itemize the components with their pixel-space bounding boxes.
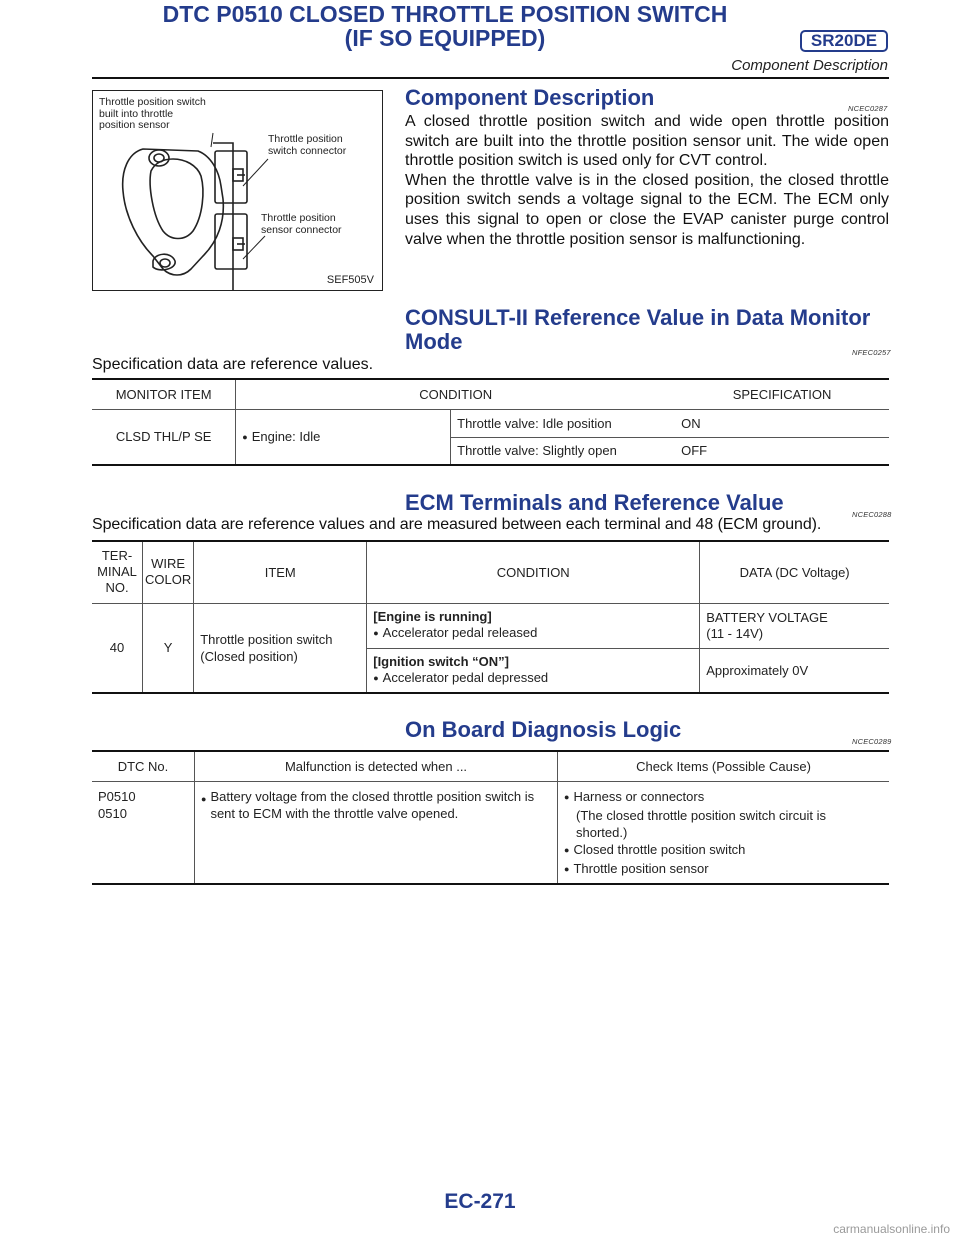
table-header-row bbox=[92, 751, 889, 781]
header-rule bbox=[92, 77, 889, 79]
col-terminal-no: TER- MINAL NO. bbox=[92, 541, 143, 603]
col-check-items: Check Items (Possible Cause) bbox=[636, 758, 811, 774]
ref-code-component: NCEC0287 bbox=[848, 104, 888, 113]
throttle-sensor-drawing bbox=[93, 91, 382, 290]
col-condition: CONDITION bbox=[419, 386, 493, 402]
table-header-row bbox=[92, 541, 889, 603]
section-heading-consult: CONSULT-II Reference Value in Data Monitor Mode bbox=[405, 305, 871, 354]
component-description-text bbox=[405, 112, 889, 249]
col-dtc-no: DTC No. bbox=[92, 751, 195, 781]
section-heading-obd: On Board Diagnosis Logic bbox=[405, 717, 682, 742]
spec-cell: OFF bbox=[681, 443, 708, 459]
bullet-icon: ● bbox=[564, 791, 570, 802]
dtc-cell: P0510 0510 bbox=[92, 781, 195, 884]
ecm-intro: Specification data are reference values and are measured between each terminal and 48 (ECM ground). bbox=[92, 516, 822, 533]
table-row bbox=[92, 781, 889, 884]
bullet-icon: ● bbox=[564, 844, 570, 855]
watermark: carmanualsonline.info bbox=[833, 1222, 950, 1236]
condition-cell: ● Engine: Idle bbox=[236, 409, 451, 465]
ref-code-ecm: NCEC0288 bbox=[852, 510, 892, 519]
section-heading-component-description: Component Description bbox=[405, 85, 655, 110]
table-row bbox=[92, 409, 889, 437]
item-cell: Throttle position switch (Closed position) bbox=[194, 603, 367, 693]
bullet-icon: ● bbox=[373, 672, 379, 683]
throttle-switch-figure bbox=[92, 90, 383, 291]
bullet-icon: ● bbox=[242, 432, 248, 443]
figure-label-sensor-connector: Throttle position sensor connector bbox=[261, 212, 342, 236]
spec-cell: ON bbox=[681, 415, 701, 431]
header-title-line2: (IF SO EQUIPPED) bbox=[344, 25, 546, 51]
col-wire-color: WIRE COLOR bbox=[143, 541, 194, 603]
col-monitor-item: MONITOR ITEM bbox=[92, 379, 236, 409]
condition-cell: [Ignition switch “ON”] ● Accelerator pedal depressed bbox=[367, 648, 700, 693]
table-header-row bbox=[92, 379, 889, 409]
col-specification: SPECIFICATION bbox=[732, 386, 832, 402]
bullet-icon: ● bbox=[201, 793, 207, 804]
causes-cell: ● Harness or connectors (The closed throttle position switch circuit is shorted.) ● Closed throttle position switch ● Throttle position sensor bbox=[564, 788, 826, 876]
engine-badge: SR20DE bbox=[800, 30, 888, 52]
header-subtitle: Component Description bbox=[731, 57, 888, 74]
data-cell: Approximately 0V bbox=[706, 662, 809, 678]
ecm-table bbox=[92, 540, 889, 694]
ref-code-obd: NCEC0289 bbox=[852, 737, 892, 746]
paragraph: A closed throttle position switch and wide open throttle position switch are built into the throttle position sensor unit. The wide open throttle position switch is used only for CVT control. bbox=[405, 113, 889, 170]
condition-cell: [Engine is running] ● Accelerator pedal released bbox=[367, 603, 700, 648]
wire-color-cell: Y bbox=[143, 603, 194, 693]
paragraph: When the throttle valve is in the closed position, the closed throttle position switch sends a voltage signal to the ECM. The ECM only uses this signal to open or close the EVAP canister purge control valve when the throttle position sensor is malfunctioning. bbox=[405, 171, 889, 248]
page-number: EC-271 bbox=[444, 1190, 516, 1213]
consult-intro: Specification data are reference values. bbox=[92, 356, 374, 373]
ref-code-consult: NFEC0257 bbox=[852, 348, 891, 357]
sub-condition-cell: Throttle valve: Idle position bbox=[457, 415, 612, 431]
consult-table bbox=[92, 378, 889, 466]
data-cell: BATTERY VOLTAGE (11 - 14V) bbox=[706, 609, 828, 641]
bullet-icon: ● bbox=[373, 628, 379, 638]
figure-code: SEF505V bbox=[326, 274, 374, 286]
col-condition: CONDITION bbox=[367, 541, 700, 603]
figure-label-switch-connector: Throttle position switch connector bbox=[268, 133, 347, 157]
header-title-line1: DTC P0510 CLOSED THROTTLE POSITION SWITCH bbox=[162, 1, 728, 27]
section-heading-ecm: ECM Terminals and Reference Value bbox=[405, 490, 784, 515]
col-malfunction: Malfunction is detected when ... bbox=[195, 751, 558, 781]
monitor-item-cell: CLSD THL/P SE bbox=[92, 409, 236, 465]
terminal-cell: 40 bbox=[92, 603, 143, 693]
bullet-icon: ● bbox=[564, 863, 570, 874]
col-data: DATA (DC Voltage) bbox=[739, 564, 850, 580]
page-header-title bbox=[100, 2, 790, 50]
sub-condition-cell: Throttle valve: Slightly open bbox=[457, 443, 617, 459]
obd-table bbox=[92, 750, 889, 885]
table-row bbox=[92, 603, 889, 648]
malfunction-cell: ● Battery voltage from the closed throttle position switch is sent to ECM with the throttle valve opened. bbox=[195, 781, 558, 884]
figure-label-switch: Throttle position switch built into throttle position sensor bbox=[99, 96, 206, 131]
col-item: ITEM bbox=[194, 541, 367, 603]
